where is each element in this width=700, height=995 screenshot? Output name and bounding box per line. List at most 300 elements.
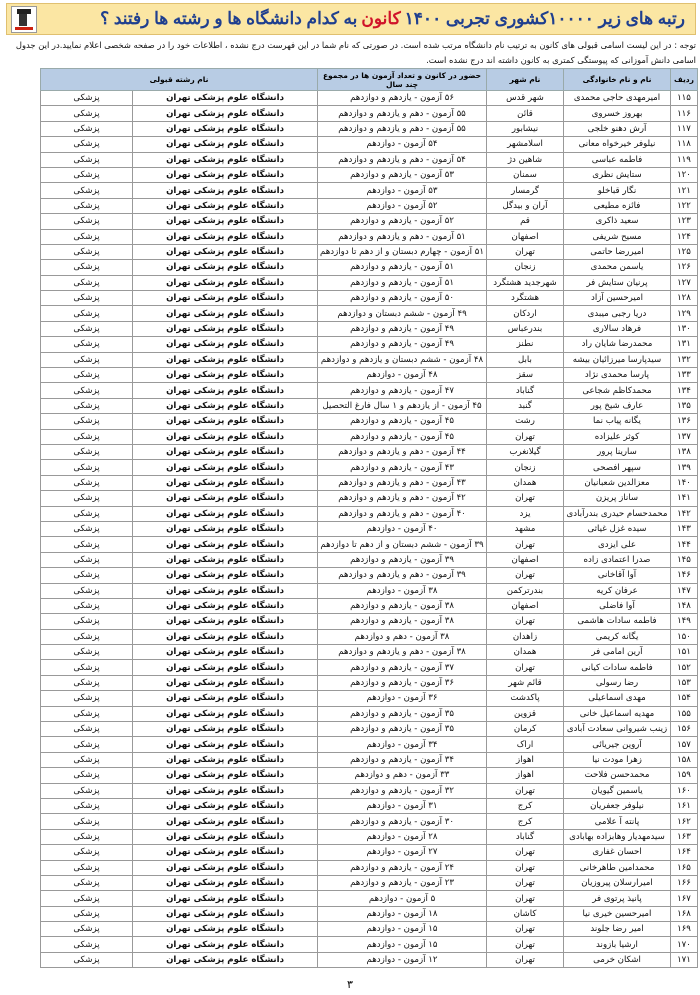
city-cell: تهران xyxy=(487,429,564,444)
field-cell: پزشکی xyxy=(41,321,133,336)
university-cell: دانشگاه علوم پزشکی تهران xyxy=(133,906,318,921)
table-row xyxy=(41,783,698,798)
attendance-cell: ۳۹ آزمون - یازدهم و دوازدهم xyxy=(318,552,487,567)
university-cell: دانشگاه علوم پزشکی تهران xyxy=(133,675,318,690)
student-name-cell: آرین امامی فر xyxy=(564,645,671,660)
city-cell: اسلامشهر xyxy=(487,137,564,152)
table-row xyxy=(41,737,698,752)
student-name-cell: سیدپارسا میرزائیان بیشه xyxy=(564,352,671,367)
field-cell: پزشکی xyxy=(41,768,133,783)
table-row xyxy=(41,614,698,629)
university-cell: دانشگاه علوم پزشکی تهران xyxy=(133,306,318,321)
attendance-cell: ۳۰ آزمون - یازدهم و دوازدهم xyxy=(318,814,487,829)
field-cell: پزشکی xyxy=(41,291,133,306)
city-cell: کرج xyxy=(487,798,564,813)
attendance-cell: ۵۱ آزمون - دهم و یازدهم و دوازدهم xyxy=(318,229,487,244)
attendance-cell: ۴۰ آزمون - دهم و یازدهم و دوازدهم xyxy=(318,506,487,521)
table-row xyxy=(41,368,698,383)
city-cell: شاهین دژ xyxy=(487,152,564,167)
attendance-cell: ۲۸ آزمون - دوازدهم xyxy=(318,829,487,844)
student-name-cell: احسان غفاری xyxy=(564,845,671,860)
attendance-cell: ۵۲ آزمون - یازدهم و دوازدهم xyxy=(318,214,487,229)
university-cell: دانشگاه علوم پزشکی تهران xyxy=(133,506,318,521)
city-cell: اردکان xyxy=(487,306,564,321)
attendance-cell: ۴۸ آزمون - دوازدهم xyxy=(318,368,487,383)
student-name-cell: مسیح شریفی xyxy=(564,229,671,244)
table-row xyxy=(41,583,698,598)
city-cell: تهران xyxy=(487,660,564,675)
table-row xyxy=(41,491,698,506)
field-cell: پزشکی xyxy=(41,614,133,629)
attendance-cell: ۱۸ آزمون - دوازدهم xyxy=(318,906,487,921)
field-cell: پزشکی xyxy=(41,722,133,737)
attendance-cell: ۵۱ آزمون - چهارم دبستان و از دهم تا دوازدهم xyxy=(318,244,487,259)
city-cell: آران و بیدگل xyxy=(487,198,564,213)
row-number-cell: ۱۳۴ xyxy=(671,383,698,398)
results-table xyxy=(40,68,698,968)
city-cell: همدان xyxy=(487,645,564,660)
field-cell: پزشکی xyxy=(41,460,133,475)
row-number-cell: ۱۴۱ xyxy=(671,491,698,506)
university-cell: دانشگاه علوم پزشکی تهران xyxy=(133,275,318,290)
row-number-cell: ۱۲۶ xyxy=(671,260,698,275)
attendance-cell: ۳۴ آزمون - یازدهم و دوازدهم xyxy=(318,752,487,767)
table-row xyxy=(41,337,698,352)
attendance-cell: ۵۵ آزمون - دهم و یازدهم و دوازدهم xyxy=(318,121,487,136)
field-cell: پزشکی xyxy=(41,798,133,813)
student-name-cell: امیر رضا جلوند xyxy=(564,922,671,937)
university-cell: دانشگاه علوم پزشکی تهران xyxy=(133,152,318,167)
student-name-cell: علی ایزدی xyxy=(564,537,671,552)
attendance-cell: ۴۰ آزمون - دوازدهم xyxy=(318,521,487,536)
attendance-cell: ۴۸ آزمون - ششم دبستان و یازدهم و دوازدهم xyxy=(318,352,487,367)
table-row xyxy=(41,768,698,783)
field-cell: پزشکی xyxy=(41,444,133,459)
university-cell: دانشگاه علوم پزشکی تهران xyxy=(133,583,318,598)
field-cell: پزشکی xyxy=(41,752,133,767)
attendance-cell: ۳۵ آزمون - یازدهم و دوازدهم xyxy=(318,706,487,721)
university-cell: دانشگاه علوم پزشکی تهران xyxy=(133,91,318,106)
city-cell: تهران xyxy=(487,614,564,629)
university-cell: دانشگاه علوم پزشکی تهران xyxy=(133,537,318,552)
city-cell: کرمان xyxy=(487,722,564,737)
table-row xyxy=(41,460,698,475)
student-name-cell: محمدکاظم شجاعی xyxy=(564,383,671,398)
student-name-cell: فائزه مطیعی xyxy=(564,198,671,213)
university-cell: دانشگاه علوم پزشکی تهران xyxy=(133,429,318,444)
table-row xyxy=(41,860,698,875)
row-number-cell: ۱۵۶ xyxy=(671,722,698,737)
table-row xyxy=(41,260,698,275)
university-cell: دانشگاه علوم پزشکی تهران xyxy=(133,860,318,875)
table-row xyxy=(41,383,698,398)
city-cell: قم xyxy=(487,214,564,229)
student-name-cell: سعید ذاکری xyxy=(564,214,671,229)
row-number-cell: ۱۳۹ xyxy=(671,460,698,475)
field-cell: پزشکی xyxy=(41,952,133,967)
city-cell: قزوین xyxy=(487,706,564,721)
university-cell: دانشگاه علوم پزشکی تهران xyxy=(133,244,318,259)
student-name-cell: محمدامین طاهرخانی xyxy=(564,860,671,875)
header-attendance: حضور در کانون و تعداد آزمون ها در مجموع چند سال xyxy=(318,69,487,91)
city-cell: تهران xyxy=(487,875,564,890)
student-name-cell: پرنیان ستایش فر xyxy=(564,275,671,290)
table-row xyxy=(41,352,698,367)
table-row xyxy=(41,891,698,906)
table-row xyxy=(41,598,698,613)
table-row xyxy=(41,306,698,321)
field-cell: پزشکی xyxy=(41,198,133,213)
row-number-cell: ۱۱۵ xyxy=(671,91,698,106)
student-name-cell: دریا رجبی میبدی xyxy=(564,306,671,321)
city-cell: نیشابور xyxy=(487,121,564,136)
university-cell: دانشگاه علوم پزشکی تهران xyxy=(133,752,318,767)
student-name-cell: یاسمن محمدی xyxy=(564,260,671,275)
university-cell: دانشگاه علوم پزشکی تهران xyxy=(133,937,318,952)
student-name-cell: یاسمین گیویان xyxy=(564,783,671,798)
field-cell: پزشکی xyxy=(41,121,133,136)
row-number-cell: ۱۱۸ xyxy=(671,137,698,152)
student-name-cell: عارف شیخ پور xyxy=(564,398,671,413)
attendance-cell: ۱۲ آزمون - دوازدهم xyxy=(318,952,487,967)
student-name-cell: نیلوفر خیرخواه معانی xyxy=(564,137,671,152)
field-cell: پزشکی xyxy=(41,383,133,398)
row-number-cell: ۱۲۸ xyxy=(671,291,698,306)
city-cell: زنجان xyxy=(487,460,564,475)
university-cell: دانشگاه علوم پزشکی تهران xyxy=(133,121,318,136)
attendance-cell: ۵ آزمون - دوازدهم xyxy=(318,891,487,906)
university-cell: دانشگاه علوم پزشکی تهران xyxy=(133,183,318,198)
table-row xyxy=(41,568,698,583)
table-row xyxy=(41,183,698,198)
attendance-cell: ۳۹ آزمون - ششم دبستان و از دهم تا دوازدهم xyxy=(318,537,487,552)
table-row xyxy=(41,137,698,152)
student-name-cell: آوا فاضلی xyxy=(564,598,671,613)
field-cell: پزشکی xyxy=(41,214,133,229)
city-cell: شهر قدس xyxy=(487,91,564,106)
attendance-cell: ۵۴ آزمون - دهم و یازدهم و دوازدهم xyxy=(318,152,487,167)
row-number-cell: ۱۶۲ xyxy=(671,814,698,829)
city-cell: گناباد xyxy=(487,383,564,398)
city-cell: یزد xyxy=(487,506,564,521)
table-row xyxy=(41,814,698,829)
university-cell: دانشگاه علوم پزشکی تهران xyxy=(133,214,318,229)
row-number-cell: ۱۳۷ xyxy=(671,429,698,444)
student-name-cell: مهدی اسماعیلی xyxy=(564,691,671,706)
university-cell: دانشگاه علوم پزشکی تهران xyxy=(133,798,318,813)
attendance-cell: ۳۱ آزمون - دوازدهم xyxy=(318,798,487,813)
attendance-cell: ۴۳ آزمون - یازدهم و دوازدهم xyxy=(318,460,487,475)
table-row xyxy=(41,906,698,921)
student-name-cell: سیده غزل غیاثی xyxy=(564,521,671,536)
city-cell: اهواز xyxy=(487,752,564,767)
city-cell: گیلانغرب xyxy=(487,444,564,459)
university-cell: دانشگاه علوم پزشکی تهران xyxy=(133,737,318,752)
university-cell: دانشگاه علوم پزشکی تهران xyxy=(133,783,318,798)
row-number-cell: ۱۳۲ xyxy=(671,352,698,367)
attendance-cell: ۳۴ آزمون - دوازدهم xyxy=(318,737,487,752)
row-number-cell: ۱۲۳ xyxy=(671,214,698,229)
row-number-cell: ۱۶۵ xyxy=(671,860,698,875)
attendance-cell: ۳۲ آزمون - یازدهم و دوازدهم xyxy=(318,783,487,798)
title-part-1: رتبه های زیر ۱۰۰۰۰کشوری تجربی ۱۴۰۰ xyxy=(404,9,685,28)
attendance-cell: ۴۵ آزمون - یازدهم و دوازدهم xyxy=(318,429,487,444)
attendance-cell: ۵۱ آزمون - یازدهم و دوازدهم xyxy=(318,260,487,275)
table-row xyxy=(41,291,698,306)
city-cell: تهران xyxy=(487,783,564,798)
university-cell: دانشگاه علوم پزشکی تهران xyxy=(133,952,318,967)
table-row xyxy=(41,121,698,136)
university-cell: دانشگاه علوم پزشکی تهران xyxy=(133,845,318,860)
university-cell: دانشگاه علوم پزشکی تهران xyxy=(133,922,318,937)
row-number-cell: ۱۳۱ xyxy=(671,337,698,352)
student-name-cell: امیرحسین آزاد xyxy=(564,291,671,306)
student-name-cell: زهرا مودت نیا xyxy=(564,752,671,767)
row-number-cell: ۱۶۴ xyxy=(671,845,698,860)
table-row xyxy=(41,244,698,259)
row-number-cell: ۱۱۶ xyxy=(671,106,698,121)
row-number-cell: ۱۶۷ xyxy=(671,891,698,906)
attendance-cell: ۳۸ آزمون - دهم و دوازدهم xyxy=(318,629,487,644)
city-cell: اصفهان xyxy=(487,229,564,244)
university-cell: دانشگاه علوم پزشکی تهران xyxy=(133,106,318,121)
city-cell: پاکدشت xyxy=(487,691,564,706)
header-row-number: ردیف xyxy=(671,69,698,91)
table-row xyxy=(41,752,698,767)
row-number-cell: ۱۲۴ xyxy=(671,229,698,244)
student-name-cell: ساناز پریزن xyxy=(564,491,671,506)
field-cell: پزشکی xyxy=(41,137,133,152)
field-cell: پزشکی xyxy=(41,429,133,444)
row-number-cell: ۱۲۰ xyxy=(671,167,698,182)
table-row xyxy=(41,414,698,429)
city-cell: اراک xyxy=(487,737,564,752)
university-cell: دانشگاه علوم پزشکی تهران xyxy=(133,229,318,244)
attendance-cell: ۴۹ آزمون - یازدهم و دوازدهم xyxy=(318,337,487,352)
city-cell: مشهد xyxy=(487,521,564,536)
student-name-cell: نیلوفر جعفریان xyxy=(564,798,671,813)
table-row xyxy=(41,444,698,459)
attendance-cell: ۲۴ آزمون - یازدهم و دوازدهم xyxy=(318,860,487,875)
field-cell: پزشکی xyxy=(41,875,133,890)
university-cell: دانشگاه علوم پزشکی تهران xyxy=(133,691,318,706)
field-cell: پزشکی xyxy=(41,398,133,413)
field-cell: پزشکی xyxy=(41,152,133,167)
student-name-cell: امیرارسلان پیروزیان xyxy=(564,875,671,890)
table-row xyxy=(41,845,698,860)
row-number-cell: ۱۲۷ xyxy=(671,275,698,290)
table-body xyxy=(41,91,698,968)
student-name-cell: پارسا محمدی نژاد xyxy=(564,368,671,383)
university-cell: دانشگاه علوم پزشکی تهران xyxy=(133,521,318,536)
student-name-cell: یگانه پیاب نما xyxy=(564,414,671,429)
table-row xyxy=(41,798,698,813)
student-name-cell: بهروز خسروی xyxy=(564,106,671,121)
city-cell: تهران xyxy=(487,922,564,937)
city-cell: سمنان xyxy=(487,167,564,182)
field-cell: پزشکی xyxy=(41,183,133,198)
university-cell: دانشگاه علوم پزشکی تهران xyxy=(133,475,318,490)
city-cell: گنبد xyxy=(487,398,564,413)
note-text: توجه : در این لیست اسامی قبولی های کانون به ترتیب نام دانشگاه مرتب شده است. در صورتی که نام شما در این فهرست درج نشده ، اطلاعات خود را در صفحه شخصی اعلام نمایید.در این جدول اسامی دانش آموزانی که پیوستگی کمتری به کانون داشته اند درج نشده است. xyxy=(15,40,696,65)
table-row xyxy=(41,875,698,890)
table-row xyxy=(41,645,698,660)
row-number-cell: ۱۵۹ xyxy=(671,768,698,783)
field-cell: پزشکی xyxy=(41,629,133,644)
field-cell: پزشکی xyxy=(41,675,133,690)
city-cell: اصفهان xyxy=(487,598,564,613)
row-number-cell: ۱۶۹ xyxy=(671,922,698,937)
field-cell: پزشکی xyxy=(41,829,133,844)
attendance-cell: ۳۸ آزمون - دوازدهم xyxy=(318,583,487,598)
table-row xyxy=(41,475,698,490)
row-number-cell: ۱۴۹ xyxy=(671,614,698,629)
city-cell: زنجان xyxy=(487,260,564,275)
city-cell: قائن xyxy=(487,106,564,121)
header-field: نام رشته قبولی xyxy=(41,69,318,91)
university-cell: دانشگاه علوم پزشکی تهران xyxy=(133,598,318,613)
city-cell: زاهدان xyxy=(487,629,564,644)
row-number-cell: ۱۴۵ xyxy=(671,552,698,567)
attendance-cell: ۳۸ آزمون - یازدهم و دوازدهم xyxy=(318,598,487,613)
field-cell: پزشکی xyxy=(41,91,133,106)
student-name-cell: صدرا اعتمادی زاده xyxy=(564,552,671,567)
attendance-cell: ۵۶ آزمون - یازدهم و دوازدهم xyxy=(318,91,487,106)
student-name-cell: آروین جیریائی xyxy=(564,737,671,752)
field-cell: پزشکی xyxy=(41,275,133,290)
student-name-cell: نگار قباخلو xyxy=(564,183,671,198)
field-cell: پزشکی xyxy=(41,937,133,952)
attendance-cell: ۲۳ آزمون - یازدهم و دوازدهم xyxy=(318,875,487,890)
university-cell: دانشگاه علوم پزشکی تهران xyxy=(133,352,318,367)
university-cell: دانشگاه علوم پزشکی تهران xyxy=(133,722,318,737)
student-name-cell: سیدمهدیار وهابزاده بهابادی xyxy=(564,829,671,844)
table-row xyxy=(41,229,698,244)
city-cell: تهران xyxy=(487,491,564,506)
city-cell: کاشان xyxy=(487,906,564,921)
field-cell: پزشکی xyxy=(41,891,133,906)
student-name-cell: اشکان خرمی xyxy=(564,952,671,967)
table-row xyxy=(41,91,698,106)
student-name-cell: محمدحسام حیدری بندرآبادی xyxy=(564,506,671,521)
field-cell: پزشکی xyxy=(41,691,133,706)
row-number-cell: ۱۶۰ xyxy=(671,783,698,798)
attendance-cell: ۱۵ آزمون - دوازدهم xyxy=(318,937,487,952)
city-cell: تهران xyxy=(487,244,564,259)
attendance-cell: ۵۳ آزمون - یازدهم و دوازدهم xyxy=(318,167,487,182)
table-row xyxy=(41,275,698,290)
university-cell: دانشگاه علوم پزشکی تهران xyxy=(133,321,318,336)
city-cell: تهران xyxy=(487,568,564,583)
table-row xyxy=(41,198,698,213)
table-row xyxy=(41,552,698,567)
row-number-cell: ۱۵۳ xyxy=(671,675,698,690)
student-name-cell: محمدحسن فلاحت xyxy=(564,768,671,783)
row-number-cell: ۱۲۵ xyxy=(671,244,698,259)
row-number-cell: ۱۵۵ xyxy=(671,706,698,721)
field-cell: پزشکی xyxy=(41,737,133,752)
field-cell: پزشکی xyxy=(41,491,133,506)
university-cell: دانشگاه علوم پزشکی تهران xyxy=(133,706,318,721)
field-cell: پزشکی xyxy=(41,906,133,921)
university-cell: دانشگاه علوم پزشکی تهران xyxy=(133,552,318,567)
city-cell: بندرعباس xyxy=(487,321,564,336)
student-name-cell: فاطمه عباسی xyxy=(564,152,671,167)
university-cell: دانشگاه علوم پزشکی تهران xyxy=(133,614,318,629)
row-number-cell: ۱۵۸ xyxy=(671,752,698,767)
field-cell: پزشکی xyxy=(41,229,133,244)
field-cell: پزشکی xyxy=(41,583,133,598)
field-cell: پزشکی xyxy=(41,506,133,521)
student-name-cell: رضا رسولی xyxy=(564,675,671,690)
student-name-cell: پانته آ علامی xyxy=(564,814,671,829)
attendance-cell: ۴۵ آزمون - یازدهم و دوازدهم xyxy=(318,414,487,429)
table-row xyxy=(41,106,698,121)
row-number-cell: ۱۴۳ xyxy=(671,521,698,536)
kanoon-logo-icon xyxy=(11,6,37,33)
field-cell: پزشکی xyxy=(41,167,133,182)
attendance-cell: ۴۵ آزمون - از یازدهم و ۱ سال فارغ التحصیل xyxy=(318,398,487,413)
university-cell: دانشگاه علوم پزشکی تهران xyxy=(133,814,318,829)
city-cell: بابل xyxy=(487,352,564,367)
field-cell: پزشکی xyxy=(41,645,133,660)
attendance-cell: ۴۷ آزمون - یازدهم و دوازدهم xyxy=(318,383,487,398)
attendance-cell: ۴۳ آزمون - دهم و یازدهم و دوازدهم xyxy=(318,475,487,490)
university-cell: دانشگاه علوم پزشکی تهران xyxy=(133,768,318,783)
university-cell: دانشگاه علوم پزشکی تهران xyxy=(133,629,318,644)
university-cell: دانشگاه علوم پزشکی تهران xyxy=(133,383,318,398)
attendance-cell: ۴۲ آزمون - دهم و یازدهم و دوازدهم xyxy=(318,491,487,506)
field-cell: پزشکی xyxy=(41,306,133,321)
university-cell: دانشگاه علوم پزشکی تهران xyxy=(133,491,318,506)
student-name-cell: آوا آقاخانی xyxy=(564,568,671,583)
city-cell: گناباد xyxy=(487,829,564,844)
student-name-cell: سپهر افصحی xyxy=(564,460,671,475)
row-number-cell: ۱۳۵ xyxy=(671,398,698,413)
city-cell: تهران xyxy=(487,891,564,906)
row-number-cell: ۱۲۹ xyxy=(671,306,698,321)
attendance-cell: ۲۷ آزمون - دوازدهم xyxy=(318,845,487,860)
university-cell: دانشگاه علوم پزشکی تهران xyxy=(133,444,318,459)
table-row xyxy=(41,321,698,336)
city-cell: بندرترکمن xyxy=(487,583,564,598)
title-banner xyxy=(6,3,696,35)
student-name-cell: محمدرضا شایان راد xyxy=(564,337,671,352)
row-number-cell: ۱۱۹ xyxy=(671,152,698,167)
table-row xyxy=(41,429,698,444)
university-cell: دانشگاه علوم پزشکی تهران xyxy=(133,167,318,182)
field-cell: پزشکی xyxy=(41,244,133,259)
table-row xyxy=(41,706,698,721)
student-name-cell: فاطمه سادات کیانی xyxy=(564,660,671,675)
row-number-cell: ۱۵۲ xyxy=(671,660,698,675)
row-number-cell: ۱۷۱ xyxy=(671,952,698,967)
row-number-cell: ۱۶۱ xyxy=(671,798,698,813)
header-name: نام و نام خانوادگی xyxy=(564,69,671,91)
city-cell: اصفهان xyxy=(487,552,564,567)
city-cell: همدان xyxy=(487,475,564,490)
city-cell: تهران xyxy=(487,937,564,952)
field-cell: پزشکی xyxy=(41,521,133,536)
city-cell: تهران xyxy=(487,537,564,552)
field-cell: پزشکی xyxy=(41,814,133,829)
student-name-cell: کوثر علیزاده xyxy=(564,429,671,444)
university-cell: دانشگاه علوم پزشکی تهران xyxy=(133,891,318,906)
page-number: ۳ xyxy=(347,978,353,991)
attendance-cell: ۵۴ آزمون - دوازدهم xyxy=(318,137,487,152)
row-number-cell: ۱۳۳ xyxy=(671,368,698,383)
row-number-cell: ۱۷۰ xyxy=(671,937,698,952)
